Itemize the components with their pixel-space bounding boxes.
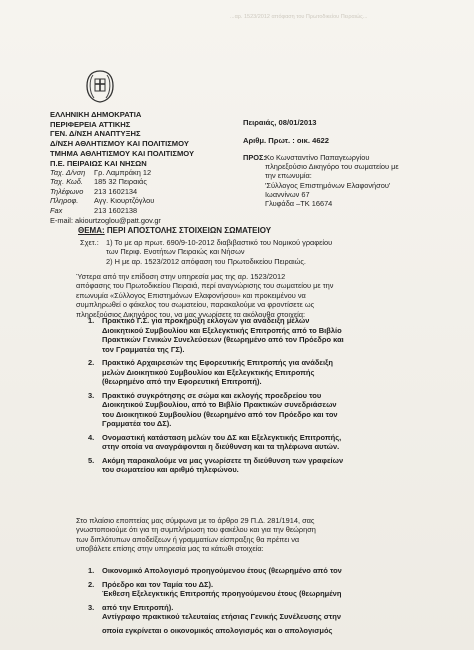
list-item-line: Έκθεση Εξελεγκτικής Επιτροπής προηγούμενου έτους (θεωρημένη <box>102 589 342 598</box>
list-number: 3. <box>88 602 95 612</box>
recipient-line: την επωνυμία: <box>265 171 312 181</box>
financial-documents-list <box>88 566 342 639</box>
subject-label: ΘΕΜΑ: <box>78 226 105 235</box>
reference-line: των Περιφ. Ενοτήτων Πειραιώς και Νήσων <box>106 247 245 257</box>
list-item-line: του Διοικητικού Συμβουλίου (θεωρημένο από τον Πρόεδρο και τον <box>102 409 338 419</box>
list-item-line: από την Επιτροπή). <box>102 602 174 612</box>
contact-label: Ταχ. Δ/νση <box>50 168 86 177</box>
list-item-line: Αντίγραφο πρακτικού τελευταίας ετήσιας Γενικής Συνέλευσης στην <box>102 612 342 621</box>
list-item-line: Ονομαστική κατάσταση μελών του ΔΣ και Εξελεγκτικής Επιτροπής, <box>102 432 342 442</box>
list-item-line: Γραμματέα του ΔΣ). <box>102 419 172 428</box>
list-item <box>88 358 408 387</box>
list-item-line: του σωματείου και αριθμό τηλεφώνου. <box>102 465 239 474</box>
list-item-line: στην οποία να αναγράφονται η διεύθυνση και τα τηλέφωνα αυτών. <box>102 442 340 451</box>
list-number: 3. <box>88 390 95 400</box>
contact-label: Ταχ. Κωδ. <box>50 177 83 187</box>
contact-value: Αγγ. Κιουρτζόγλου <box>94 196 155 206</box>
second-paragraph <box>76 516 316 554</box>
list-item <box>88 626 342 636</box>
contact-value: Γρ. Λαμπράκη 12 <box>94 168 152 177</box>
header-line: ΤΜΗΜΑ ΑΘΛΗΤΙΣΜΟΥ ΚΑΙ ΠΟΛΙΤΙΣΜΟΥ <box>50 148 195 158</box>
recipient-line: 'Σύλλογος Επιστημόνων Ελαφονήσου' <box>265 180 391 190</box>
paragraph-line: υποβάλετε επίσης στην υπηρεσία μας τα κάτωθι στοιχεία: <box>76 544 264 554</box>
header-line: ΓΕΝ. Δ/ΝΣΗ ΑΝΑΠΤΥΞΗΣ <box>50 129 141 139</box>
recipient-line: Ιωαννίνων 67 <box>265 189 310 199</box>
list-item <box>88 580 342 599</box>
letter-date: Πειραιάς, 08/01/2013 <box>243 118 317 127</box>
email-line: E-mail: akiourtzoglou@patt.gov.gr <box>50 216 161 226</box>
list-number: 4. <box>88 432 95 442</box>
header-line: ΕΛΛΗΝΙΚΗ ΔΗΜΟΚΡΑΤΙΑ <box>50 110 142 119</box>
list-number: 2. <box>88 579 95 589</box>
paragraph-line: των διπλότυπων αποδείξεων ή γραμματίων είσπραξης θα πρέπει να <box>76 534 300 544</box>
contact-value: 213 1602134 <box>94 186 138 196</box>
list-item <box>88 456 408 475</box>
list-item-line: Οικονομικό Απολογισμό προηγούμενου έτους (θεωρημένο από τον <box>102 566 342 575</box>
list-item <box>88 316 408 354</box>
reference-line: 1) Το με αρ πρωτ. 690/9-10-2012 διαβιβαστικό του Νομικού γραφείου <box>106 238 333 247</box>
list-item <box>88 566 342 576</box>
list-number <box>88 626 102 636</box>
list-number: 2. <box>88 358 95 367</box>
references-label: Σχετ.: <box>80 238 99 247</box>
list-item-line: Πρόεδρο και τον Ταμία του ΔΣ). <box>102 579 214 589</box>
list-item-line: Πρακτικό Γ.Σ. για προκήρυξη εκλογών για ανάδειξη μελών <box>102 316 310 325</box>
recipient-line: Γλυφάδα –ΤΚ 16674 <box>265 199 333 209</box>
date-and-protocol <box>243 118 329 145</box>
paragraph-line: Ύστερα από την επίδοση στην υπηρεσία μας της αρ. 1523/2012 <box>76 272 286 281</box>
list-item-line: Πρακτικό Αρχαιρεσιών της Εφορευτικής Επιτροπής για ανάδειξη <box>102 358 333 367</box>
contact-label: Fax <box>50 205 63 215</box>
list-number: 1. <box>88 316 95 325</box>
list-item-line: Διοικητικού Συμβουλίου, από το Βιβλίο Πρακτικών συνεδριάσεων <box>102 400 337 409</box>
subject-line <box>78 226 271 235</box>
list-item <box>88 433 408 452</box>
paragraph-line: Στο πλαίσιο εποπτείας μας σύμφωνα με το άρθρο 29 Π.Δ. 281/1914, σας <box>76 516 315 525</box>
contact-details <box>50 168 161 225</box>
paragraph-line: συμπληρωθεί ο φάκελος του σωματείου, παρακαλούμε να φροντίσετε ως <box>76 300 315 310</box>
paragraph-line: πληρεξούσιος Δικηγόρος του, να μας γνωρίσετε τα ακόλουθα στοιχεία: <box>76 309 306 319</box>
subject-text: ΠΕΡΙ ΑΠΟΣΤΟΛΗΣ ΣΤΟΙΧΕΙΩΝ ΣΩΜΑΤΕΙΟΥ <box>106 226 272 235</box>
list-item-line: Διοικητικού Συμβουλίου και Εξελεγκτικής Επιτροπής από το Βιβλίο <box>102 325 342 335</box>
recipient-line: Κο Κωνσταντίνο Παπαγεωργίου <box>265 153 370 162</box>
list-number: 5. <box>88 455 95 465</box>
paragraph-line: επωνυμία «Σύλλογος Επιστημόνων Ελαφονήσου» και προκειμένου να <box>76 290 306 300</box>
header-line: Δ/ΝΣΗ ΑΘΛΗΤΙΣΜΟΥ ΚΑΙ ΠΟΛΙΤΙΣΜΟΥ <box>50 139 189 149</box>
list-item-line: τον Γραμματέα της ΓΣ). <box>102 344 185 354</box>
contact-label: Πληροφ. <box>50 196 79 206</box>
contact-value: 185 32 Πειραιάς <box>94 177 147 187</box>
protocol-number: Αριθμ. Πρωτ. : οικ. 4622 <box>243 136 329 145</box>
list-item-line: οποία εγκρίνεται ο οικονομικός απολογισμός και ο απολογισμός <box>102 625 333 635</box>
bleed-through-text: ...αρ. 1523/2012 απόφαση του Πρωτοδικείου Πειραιώς... <box>230 14 368 20</box>
list-item-line: μελών Διοικητικού Συμβουλίου και Εξελεγκτικής Επιτροπής <box>102 367 315 377</box>
list-item-line: Πρακτικών Γενικών Συνελεύσεων (θεωρημένο από τον Πρόεδρο και <box>102 335 344 344</box>
list-item <box>88 391 408 429</box>
contact-value: 213 1602138 <box>94 205 138 215</box>
reference-line: 2) Η με αρ. 1523/2012 απόφαση του Πρωτοδικείου Πειραιώς. <box>106 256 306 266</box>
paragraph-line: γνωστοποιούμε ότι για τη συμπλήρωση του φακέλου και για την θεώρηση <box>76 525 316 535</box>
references <box>80 238 332 266</box>
recipient-label: ΠΡΟΣ: <box>243 153 266 162</box>
header-line: Π.Ε. ΠΕΙΡΑΙΩΣ ΚΑΙ ΝΗΣΩΝ <box>50 158 147 168</box>
issuer-header <box>50 110 194 168</box>
contact-label: Τηλέφωνο <box>50 186 84 196</box>
list-item <box>88 603 342 622</box>
recipient-block <box>243 153 399 208</box>
paragraph-line: απόφασης του Πρωτοδικείου Πειραιά, περί αναγνώρισης του σωματείου με την <box>76 281 334 291</box>
required-documents-list <box>88 316 408 479</box>
greek-coat-of-arms-icon <box>83 68 117 104</box>
list-number: 1. <box>88 566 95 575</box>
intro-paragraph <box>76 272 396 319</box>
list-item-line: Πρακτικό συγκρότησης σε σώμα και εκλογής προεδρείου του <box>102 390 322 400</box>
list-item-line: Ακόμη παρακαλούμε να μας γνωρίσετε τη διεύθυνση των γραφείων <box>102 455 344 465</box>
recipient-line: πληρεξούσιο Δικηγόρο του σωματείου με <box>265 162 399 172</box>
header-line: ΠΕΡΙΦΕΡΕΙΑ ΑΤΤΙΚΗΣ <box>50 119 131 129</box>
list-item-line: (θεωρημένο από την Εφορευτική Επιτροπή). <box>102 377 262 386</box>
